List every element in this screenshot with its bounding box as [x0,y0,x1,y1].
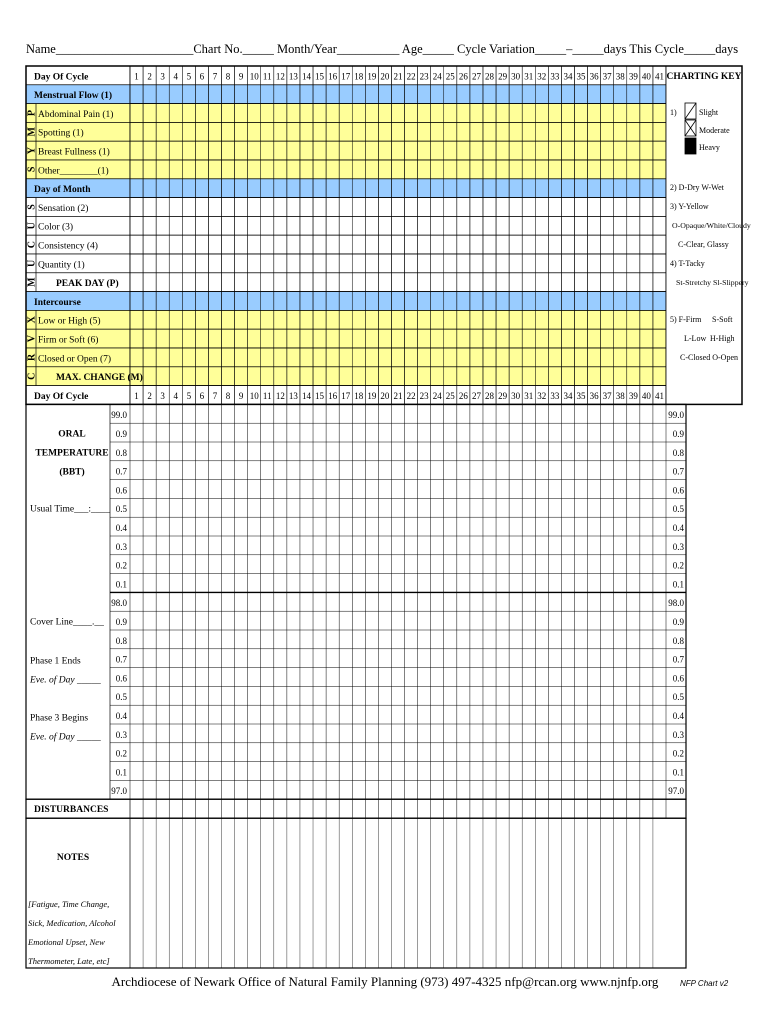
temperature-scale-left: 0.7 [115,466,127,477]
temperature-scale-left: 0.4 [115,523,127,533]
mucus-side-letter: U [26,222,38,230]
key-severity-label: Moderate [699,126,730,135]
row-grid-band [130,310,666,329]
day-number: 34 [563,71,573,82]
row-label: Spotting (1) [38,128,84,139]
key-heavy-box [685,138,696,154]
day-number: 13 [288,71,298,82]
temperature-scale-left: 0.3 [115,541,127,552]
temperature-scale-left: 0.6 [115,673,127,684]
key-cervix-high: H-High [710,334,735,343]
day-number: 39 [628,390,638,401]
day-number: 24 [432,390,442,401]
temperature-scale-right: 0.5 [672,504,684,515]
day-number: 27 [471,71,481,82]
day-number: 18 [354,390,364,401]
row-grid-band [130,292,666,311]
key-sensation: 2) D-Dry W-Wet [670,183,724,192]
day-number: 4 [173,390,179,401]
temperature-scale-right: 0.7 [672,654,684,665]
key-color-1: 3) Y-Yellow [670,202,709,211]
row-label: Breast Fullness (1) [38,147,110,158]
phase1-sub: Eve. of Day _____ [30,675,101,686]
day-number: 26 [458,71,468,82]
day-number: 29 [498,71,508,82]
temperature-scale-left: 0.5 [115,692,127,703]
key-cervix-soft: S-Soft [712,315,733,324]
temperature-title-1: ORAL [58,429,86,440]
temperature-title-3: (BBT) [59,467,85,478]
row-label: Other________(1) [38,166,109,177]
day-number: 2 [147,390,152,401]
day-number: 25 [445,71,455,82]
temperature-scale-left: 97.0 [111,786,127,797]
row-label: Day of Month [34,185,91,196]
day-number: 33 [550,71,560,82]
day-number: 37 [602,71,612,82]
temperature-scale-left: 0.8 [115,635,127,646]
temperature-scale-right: 0.5 [672,692,684,703]
chart-version: NFP Chart v2 [680,979,729,988]
temperature-scale-left: 0.3 [115,729,127,740]
key-consistency-3: St-Stretchy Sl-Slippery [676,278,749,287]
day-number: 5 [186,390,192,401]
day-number: 28 [485,390,495,401]
day-number: 8 [225,71,231,82]
mucus-side-letter: U [26,259,38,268]
day-number: 10 [249,71,259,82]
row-grid-band [130,85,666,104]
temperature-title-2: TEMPERATURE [35,448,109,459]
temperature-scale-left: 0.7 [115,654,127,665]
day-number: 6 [199,390,205,401]
day-number: 26 [458,390,468,401]
day-number: 23 [419,390,429,401]
notes-box [26,818,686,968]
day-number: 20 [380,390,390,401]
day-number: 29 [498,390,508,401]
day-number: 41 [654,390,664,401]
day-number: 1 [134,390,139,401]
day-number: 40 [641,390,651,401]
temperature-scale-left: 0.4 [115,711,127,721]
temperature-scale-left: 0.9 [115,429,127,439]
symptoms-side-letter: M [26,127,38,137]
row-grid-band [130,216,666,235]
key-consistency-1: C-Clear, Glassy [678,240,729,249]
day-number: 21 [393,390,403,401]
row-label: Firm or Soft (6) [38,335,99,346]
cervix-side-letter: X [26,316,38,324]
mucus-side-letter: M [26,277,38,287]
day-number: 15 [315,390,325,401]
row-grid-band [130,254,666,273]
temperature-scale-right: 99.0 [668,410,684,421]
day-number: 12 [275,390,285,401]
row-label: Consistency (4) [38,241,98,252]
day-number: 17 [341,71,351,82]
day-number: 27 [471,390,481,401]
row-label: Day Of Cycle [34,72,89,83]
row-label: Abdominal Pain (1) [38,109,114,120]
day-number: 13 [288,390,298,401]
day-number: 16 [328,71,338,82]
day-number: 22 [406,390,416,401]
notes-hint-line: Thermometer, Late, etc] [28,956,110,967]
day-number: 9 [238,71,244,82]
temperature-scale-right: 0.1 [672,767,684,778]
phase1-label: Phase 1 Ends [30,656,81,667]
row-grid-band [130,367,666,386]
day-number: 3 [160,71,165,82]
day-number: 37 [602,390,612,401]
notes-title: NOTES [56,853,90,864]
day-number: 30 [511,390,521,401]
day-number: 32 [537,390,547,401]
row-grid-band [130,160,666,179]
row-grid-band [130,235,666,254]
temperature-scale-right: 98.0 [668,598,684,609]
row-grid-band [130,122,666,141]
day-number: 6 [199,71,205,82]
notes-hint-line: Sick, Medication, Alcohol [28,918,116,929]
usual-time-label: Usual Time___:____ [30,504,110,515]
temperature-scale-right: 97.0 [668,786,684,797]
day-number: 35 [576,390,586,401]
day-number: 21 [393,71,403,82]
temperature-scale-left: 0.5 [115,504,127,515]
temperature-scale-left: 0.1 [115,767,127,778]
temperature-scale-right: 0.4 [672,711,684,721]
day-number: 25 [445,390,455,401]
cover-line-label: Cover Line____.__ [30,617,104,628]
day-number: 4 [173,71,179,82]
row-label: Sensation (2) [38,203,89,214]
row-label: PEAK DAY (P) [56,279,119,290]
key-severity-label: Slight [699,108,719,117]
row-label: Quantity (1) [38,260,85,271]
key-cervix-firm: 5) F-Firm [670,315,702,324]
day-number: 12 [275,71,285,82]
temperature-scale-left: 0.2 [115,560,127,571]
day-number: 41 [654,71,664,82]
row-label: Day Of Cycle [34,391,89,402]
day-number: 3 [160,390,165,401]
row-label: Closed or Open (7) [38,354,112,365]
row-label: Intercourse [34,297,81,308]
day-number: 33 [550,390,560,401]
day-number: 8 [225,390,231,401]
day-number: 32 [537,71,547,82]
day-number: 17 [341,390,351,401]
temperature-scale-left: 0.9 [115,617,127,627]
key-severity-number: 1) [670,108,677,117]
chart-header-line: Name______________________Chart No._____ Month/Year__________ Age_____ Cycle Variation_____–_____days This Cycle_____days [26,42,739,56]
day-number: 35 [576,71,586,82]
day-number: 30 [511,71,521,82]
day-number: 9 [238,390,244,401]
symptoms-side-letter: S [26,166,38,173]
temperature-scale-left: 98.0 [111,598,127,609]
charting-key-title: CHARTING KEY [666,72,742,82]
row-grid-band [130,348,666,367]
day-number: 1 [134,71,139,82]
row-label: Color (3) [38,222,74,233]
temperature-scale-right: 0.9 [672,617,684,627]
cervix-side-letter: R [26,353,38,362]
day-number: 23 [419,71,429,82]
day-number: 31 [524,71,534,82]
temperature-scale-right: 0.1 [672,579,684,590]
day-number: 38 [615,390,625,401]
day-number: 10 [249,390,259,401]
disturbances-row [26,799,686,818]
day-number: 7 [212,390,218,401]
day-number: 39 [628,71,638,82]
day-number: 2 [147,71,152,82]
temperature-scale-right: 0.8 [672,635,684,646]
mucus-side-letter: C [26,240,38,249]
temperature-scale-left: 0.6 [115,485,127,496]
row-grid-band [130,104,666,123]
mucus-side-letter: S [26,204,38,210]
temperature-scale-right: 0.2 [672,748,684,759]
notes-hint-line: [Fatigue, Time Change, [28,899,110,910]
day-number: 22 [406,71,416,82]
day-number: 36 [589,390,599,401]
day-number: 36 [589,71,599,82]
day-number: 28 [485,71,495,82]
day-number: 14 [301,71,311,82]
temperature-scale-right: 0.6 [672,485,684,496]
row-label: Low or High (5) [38,316,101,327]
symptoms-side-letter: P [26,109,38,117]
day-number: 11 [262,390,272,401]
temperature-scale-right: 0.2 [672,560,684,571]
phase3-sub: Eve. of Day _____ [30,732,101,743]
temperature-scale-left: 0.8 [115,447,127,458]
disturbances-label: DISTURBANCES [34,805,109,816]
temperature-scale-right: 0.6 [672,673,684,684]
row-label: MAX. CHANGE (M) [56,373,143,384]
row-grid-band [130,198,666,217]
day-number: 14 [301,390,311,401]
key-consistency-2: 4) T-Tacky [670,259,705,268]
temperature-scale-right: 0.3 [672,541,684,552]
footer-contact: Archdiocese of Newark Office of Natural Family Planning (973) 497-4325 nfp@rcan.org www.njnfp.org [111,974,659,989]
key-cervix-low: L-Low [684,334,707,343]
day-number: 31 [524,390,534,401]
day-number: 18 [354,71,364,82]
row-grid-band [130,141,666,160]
day-number: 5 [186,71,192,82]
day-number: 15 [315,71,325,82]
temperature-scale-left: 0.1 [115,579,127,590]
key-color-2: O-Opaque/White/Cloudy [672,221,751,230]
temperature-scale-right: 0.8 [672,447,684,458]
temperature-scale-right: 0.4 [672,523,684,533]
day-number: 40 [641,71,651,82]
temperature-scale-right: 0.7 [672,466,684,477]
day-number: 38 [615,71,625,82]
day-number: 11 [262,71,272,82]
day-number: 16 [328,390,338,401]
temperature-scale-right: 0.3 [672,729,684,740]
day-number: 24 [432,71,442,82]
day-number: 34 [563,390,573,401]
temperature-scale-left: 0.2 [115,748,127,759]
phase3-label: Phase 3 Begins [30,713,89,724]
row-grid-band [130,273,666,292]
row-grid-band [130,329,666,348]
notes-hint-line: Emotional Upset, New [28,937,105,948]
cervix-side-letter: V [26,334,38,343]
key-cervix-closed-open: C-Closed O-Open [680,353,738,362]
row-grid-band [130,179,666,198]
temperature-scale-right: 0.9 [672,429,684,439]
key-severity-label: Heavy [699,143,720,152]
day-number: 19 [367,390,377,401]
day-number: 20 [380,71,390,82]
symptoms-side-letter: Y [26,146,38,155]
day-number: 7 [212,71,218,82]
cervix-side-letter: C [26,372,38,380]
temperature-scale-left: 99.0 [111,410,127,421]
day-number: 19 [367,71,377,82]
row-label: Menstrual Flow (1) [34,91,113,102]
